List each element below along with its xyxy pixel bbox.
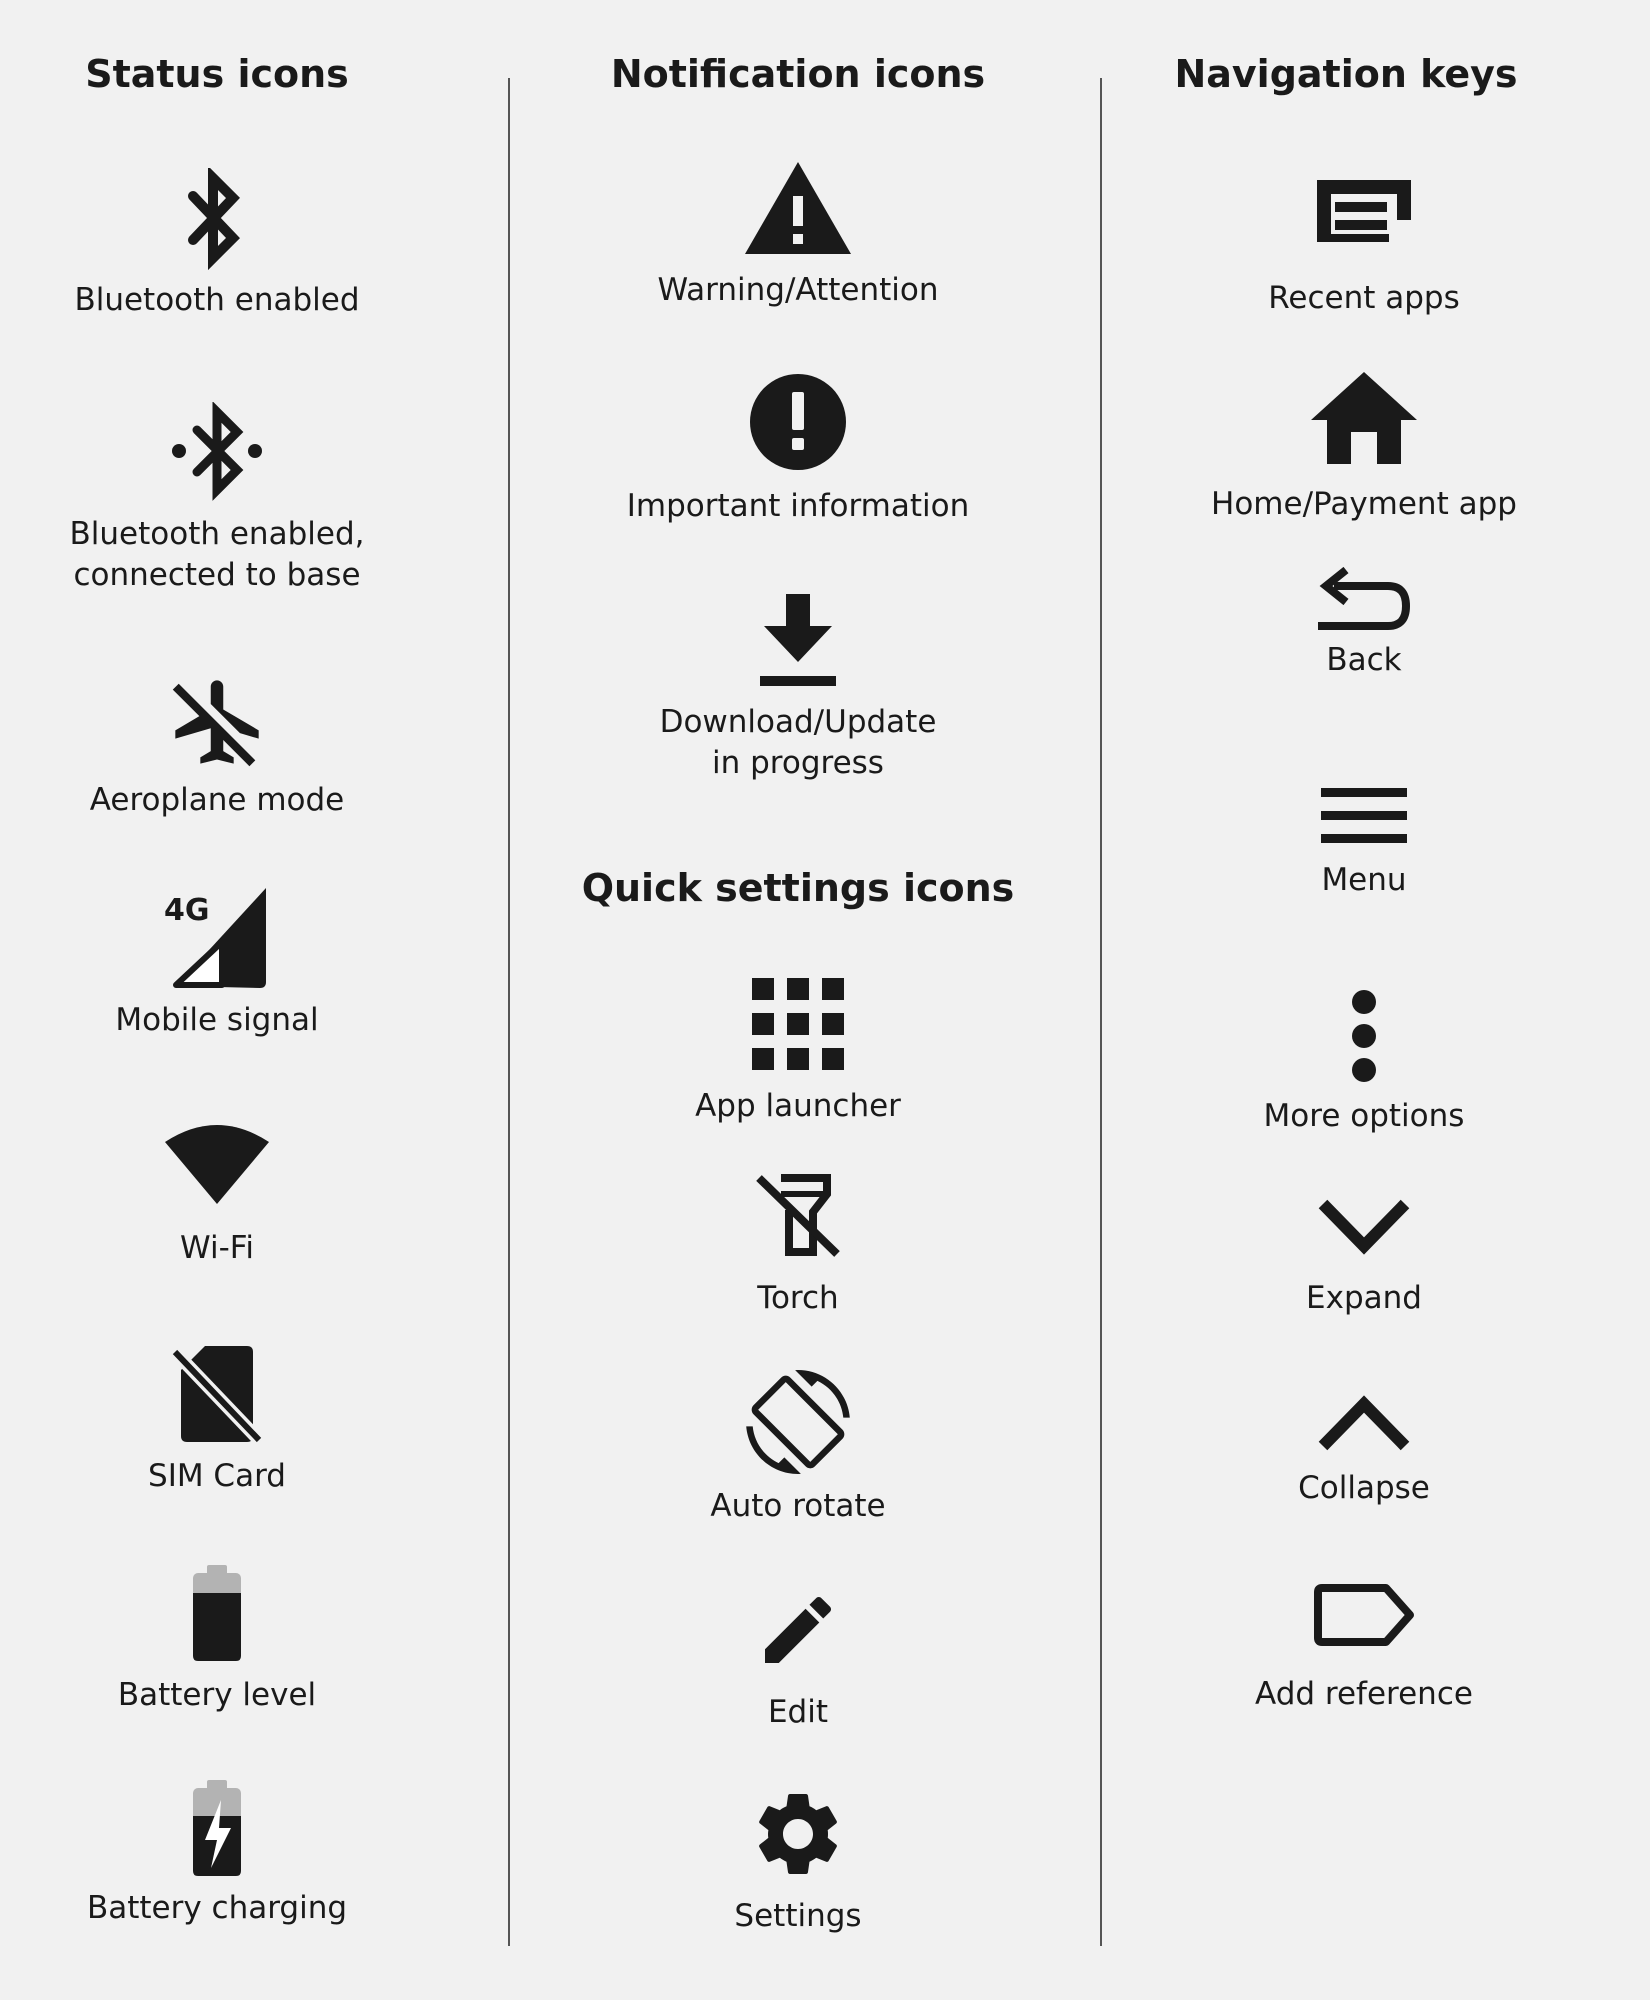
- nav-item-collapse[interactable]: [1144, 1394, 1584, 1509]
- nav-item-expand[interactable]: [1144, 1196, 1584, 1319]
- status-item-bluetooth-connected: [0, 402, 437, 596]
- item-label: Download/Update in progress: [659, 704, 937, 781]
- item-label: Important information: [626, 488, 970, 524]
- item-label: Battery level: [117, 1677, 317, 1713]
- item-label: Menu: [1321, 862, 1407, 898]
- bluetooth-icon: [177, 168, 257, 272]
- back-icon[interactable]: [1314, 566, 1414, 632]
- item-label: Torch: [757, 1280, 839, 1316]
- status-icons-title: Status icons: [85, 52, 349, 96]
- item-label: Expand: [1306, 1280, 1422, 1316]
- status-item-bluetooth: [0, 168, 437, 321]
- recent-apps-icon[interactable]: [1315, 178, 1413, 244]
- auto-rotate-icon: [746, 1370, 850, 1474]
- wifi-icon: [163, 1120, 271, 1206]
- more-options-icon[interactable]: [1349, 988, 1379, 1084]
- item-label: Bluetooth enabled, connected to base: [69, 516, 365, 593]
- item-label: App launcher: [695, 1088, 901, 1124]
- nav-item-back[interactable]: [1144, 566, 1584, 681]
- status-item-battery-level: [0, 1563, 437, 1716]
- add-reference-icon[interactable]: [1312, 1582, 1416, 1648]
- nav-item-home[interactable]: [1144, 370, 1584, 525]
- battery-charging-icon: [187, 1778, 247, 1878]
- home-icon[interactable]: [1309, 370, 1419, 466]
- app-launcher-icon: [750, 976, 846, 1072]
- item-label: Home/Payment app: [1211, 486, 1517, 522]
- important-info-icon: [748, 372, 848, 472]
- airplane-off-icon: [167, 672, 267, 772]
- torch-off-icon: [753, 1172, 843, 1258]
- edit-icon: [754, 1586, 842, 1674]
- settings-icon: [748, 1784, 848, 1884]
- item-label: Edit: [767, 1694, 829, 1730]
- item-label: Warning/Attention: [657, 272, 939, 308]
- nav-item-add-reference[interactable]: [1144, 1582, 1584, 1715]
- menu-icon[interactable]: [1319, 786, 1409, 846]
- item-label: Bluetooth enabled: [74, 282, 360, 318]
- quick-item-edit: [578, 1586, 1018, 1733]
- item-label: SIM Card: [148, 1458, 286, 1494]
- item-label: Wi-Fi: [180, 1230, 254, 1266]
- quick-item-torch: [578, 1172, 1018, 1319]
- nav-item-more-options[interactable]: [1144, 988, 1584, 1137]
- column-divider: [508, 78, 510, 1946]
- mobile-signal-icon: [162, 886, 272, 990]
- column-divider: [1100, 78, 1102, 1946]
- quick-item-app-launcher: [578, 976, 1018, 1127]
- download-icon: [758, 592, 838, 690]
- notification-item-download: [578, 592, 1018, 784]
- quick-item-auto-rotate: [578, 1370, 1018, 1527]
- item-label: Recent apps: [1268, 280, 1460, 316]
- navigation-keys-title: Navigation keys: [1174, 52, 1518, 96]
- item-label: Add reference: [1255, 1676, 1473, 1712]
- notification-item-warning: [578, 160, 1018, 311]
- item-label: Settings: [734, 1898, 862, 1934]
- item-label: Battery charging: [86, 1890, 348, 1926]
- notification-item-important: [578, 372, 1018, 527]
- item-label: Mobile signal: [115, 1002, 319, 1038]
- network-type-label: 4G: [164, 893, 210, 928]
- quick-settings-icons-title: Quick settings icons: [581, 866, 1015, 910]
- notification-icons-title: Notification icons: [610, 52, 986, 96]
- warning-icon: [743, 160, 853, 256]
- quick-item-settings: [578, 1784, 1018, 1937]
- status-item-aeroplane: [0, 672, 437, 821]
- nav-item-menu[interactable]: [1144, 786, 1584, 901]
- status-item-battery-charging: [0, 1778, 437, 1929]
- collapse-icon[interactable]: [1317, 1394, 1411, 1454]
- status-item-wifi: [0, 1120, 437, 1269]
- battery-level-icon: [187, 1563, 247, 1663]
- nav-item-recent-apps[interactable]: [1144, 178, 1584, 319]
- item-label: More options: [1263, 1098, 1465, 1134]
- status-item-sim: [0, 1342, 437, 1497]
- bluetooth-connected-icon: [169, 402, 265, 502]
- item-label: Aeroplane mode: [89, 782, 345, 818]
- item-label: Back: [1326, 642, 1402, 678]
- item-label: Collapse: [1298, 1470, 1430, 1506]
- status-item-mobile-signal: [0, 886, 437, 1041]
- expand-icon[interactable]: [1317, 1196, 1411, 1256]
- sim-card-off-icon: [169, 1342, 265, 1446]
- item-label: Auto rotate: [710, 1488, 886, 1524]
